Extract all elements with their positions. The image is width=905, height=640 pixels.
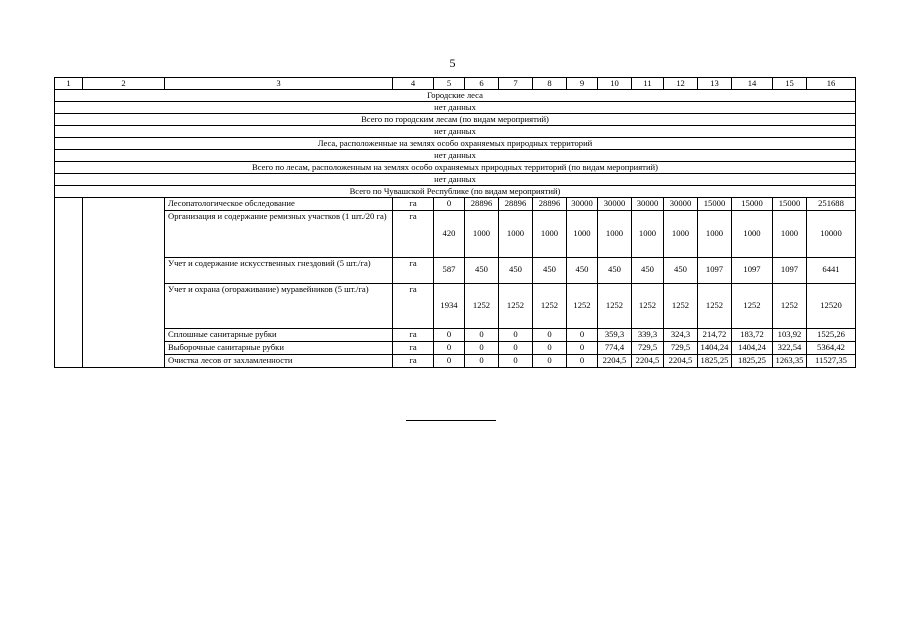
value-cell: 10000 — [807, 210, 856, 257]
header-cell: 11 — [632, 78, 664, 90]
value-cell: 0 — [465, 328, 499, 341]
forest-measures-table — [54, 77, 856, 368]
value-cell: 1000 — [567, 210, 598, 257]
value-cell: 15000 — [732, 198, 773, 211]
value-cell: 28896 — [499, 198, 533, 211]
value-cell: 450 — [598, 257, 632, 283]
value-cell: 214,72 — [698, 328, 732, 341]
unit-cell: га — [393, 354, 434, 367]
measure-name: Учет и содержание искусственных гнездовий (5 шт./га) — [165, 257, 393, 283]
value-cell: 2204,5 — [664, 354, 698, 367]
value-cell: 1525,26 — [807, 328, 856, 341]
value-cell: 420 — [434, 210, 465, 257]
value-cell: 1252 — [465, 283, 499, 328]
table-row — [55, 341, 856, 354]
value-cell: 1252 — [598, 283, 632, 328]
section-row — [55, 162, 856, 174]
value-cell: 11527,35 — [807, 354, 856, 367]
header-cell: 2 — [83, 78, 165, 90]
no-data-note: нет данных — [55, 174, 856, 186]
value-cell: 1252 — [773, 283, 807, 328]
value-cell: 12520 — [807, 283, 856, 328]
value-cell: 450 — [499, 257, 533, 283]
value-cell: 28896 — [533, 198, 567, 211]
value-cell: 1934 — [434, 283, 465, 328]
value-cell: 0 — [533, 341, 567, 354]
section-row — [55, 90, 856, 102]
value-cell: 1000 — [598, 210, 632, 257]
value-cell: 0 — [567, 341, 598, 354]
no-data-note: нет данных — [55, 102, 856, 114]
value-cell: 251688 — [807, 198, 856, 211]
value-cell: 30000 — [598, 198, 632, 211]
value-cell: 0 — [434, 354, 465, 367]
quarter-cell — [83, 198, 165, 368]
value-cell: 2204,5 — [632, 354, 664, 367]
value-cell: 0 — [434, 328, 465, 341]
value-cell: 450 — [664, 257, 698, 283]
header-cell: 9 — [567, 78, 598, 90]
measure-name: Организация и содержание ремизных участков (1 шт./20 га) — [165, 210, 393, 257]
value-cell: 1000 — [499, 210, 533, 257]
measure-name: Очистка лесов от захламленности — [165, 354, 393, 367]
value-cell: 0 — [499, 328, 533, 341]
value-cell: 183,72 — [732, 328, 773, 341]
value-cell: 1000 — [533, 210, 567, 257]
unit-cell: га — [393, 328, 434, 341]
value-cell: 1000 — [465, 210, 499, 257]
footer-line — [406, 420, 496, 421]
value-cell: 0 — [567, 354, 598, 367]
header-cell: 1 — [55, 78, 83, 90]
value-cell: 359,3 — [598, 328, 632, 341]
value-cell: 0 — [434, 198, 465, 211]
data-rows — [55, 198, 856, 368]
table-row — [55, 283, 856, 328]
header-cell: 16 — [807, 78, 856, 90]
value-cell: 1404,24 — [698, 341, 732, 354]
value-cell: 1097 — [698, 257, 732, 283]
value-cell: 1825,25 — [698, 354, 732, 367]
value-cell: 1097 — [773, 257, 807, 283]
header-cell: 15 — [773, 78, 807, 90]
header-cell: 3 — [165, 78, 393, 90]
header-cell: 12 — [664, 78, 698, 90]
section-row — [55, 126, 856, 138]
value-cell: 5364,42 — [807, 341, 856, 354]
section-row — [55, 174, 856, 186]
value-cell: 1404,24 — [732, 341, 773, 354]
value-cell: 1252 — [499, 283, 533, 328]
value-cell: 30000 — [567, 198, 598, 211]
measure-name: Учет и охрана (огораживание) муравейников (5 шт./га) — [165, 283, 393, 328]
header-cell: 10 — [598, 78, 632, 90]
value-cell: 1000 — [664, 210, 698, 257]
value-cell: 1263,35 — [773, 354, 807, 367]
value-cell: 30000 — [632, 198, 664, 211]
value-cell: 450 — [567, 257, 598, 283]
value-cell: 103,92 — [773, 328, 807, 341]
no-data-note: нет данных — [55, 126, 856, 138]
value-cell: 774,4 — [598, 341, 632, 354]
value-cell: 0 — [499, 341, 533, 354]
value-cell: 0 — [533, 354, 567, 367]
header-row — [55, 78, 856, 90]
page-number: 5 — [449, 56, 456, 70]
value-cell: 2204,5 — [598, 354, 632, 367]
value-cell: 1000 — [732, 210, 773, 257]
section-row — [55, 150, 856, 162]
measure-name: Лесопатологическое обследование — [165, 198, 393, 211]
value-cell: 1097 — [732, 257, 773, 283]
section-title: Леса, расположенные на землях особо охраняемых природных территорий — [55, 138, 856, 150]
value-cell: 0 — [465, 354, 499, 367]
value-cell: 729,5 — [664, 341, 698, 354]
table-row — [55, 257, 856, 283]
unit-cell: га — [393, 341, 434, 354]
value-cell: 1000 — [698, 210, 732, 257]
value-cell: 1252 — [698, 283, 732, 328]
header-cell: 4 — [393, 78, 434, 90]
value-cell: 1000 — [632, 210, 664, 257]
value-cell: 1252 — [664, 283, 698, 328]
value-cell: 30000 — [664, 198, 698, 211]
value-cell: 1252 — [567, 283, 598, 328]
value-cell: 0 — [499, 354, 533, 367]
section-title: Городские леса — [55, 90, 856, 102]
header-cell: 14 — [732, 78, 773, 90]
value-cell: 0 — [465, 341, 499, 354]
value-cell: 587 — [434, 257, 465, 283]
value-cell: 324,3 — [664, 328, 698, 341]
no-data-note: нет данных — [55, 150, 856, 162]
header-cell: 5 — [434, 78, 465, 90]
value-cell: 450 — [632, 257, 664, 283]
value-cell: 15000 — [698, 198, 732, 211]
measure-name: Выборочные санитарные рубки — [165, 341, 393, 354]
section-row — [55, 186, 856, 198]
value-cell: 322,54 — [773, 341, 807, 354]
value-cell: 1000 — [773, 210, 807, 257]
header-cell: 6 — [465, 78, 499, 90]
value-cell: 15000 — [773, 198, 807, 211]
section-row — [55, 102, 856, 114]
value-cell: 1825,25 — [732, 354, 773, 367]
value-cell: 450 — [533, 257, 567, 283]
value-cell: 729,5 — [632, 341, 664, 354]
value-cell: 1252 — [533, 283, 567, 328]
table-row — [55, 354, 856, 367]
table-row — [55, 210, 856, 257]
header-cell: 7 — [499, 78, 533, 90]
unit-cell: га — [393, 257, 434, 283]
header-cell: 8 — [533, 78, 567, 90]
unit-cell: га — [393, 210, 434, 257]
section-row — [55, 114, 856, 126]
section-row — [55, 138, 856, 150]
value-cell: 0 — [533, 328, 567, 341]
value-cell: 1252 — [732, 283, 773, 328]
section-title: Всего по лесам, расположенным на землях особо охраняемых природных территорий (по видам мероприятий) — [55, 162, 856, 174]
section-title: Всего по Чувашской Республике (по видам мероприятий) — [55, 186, 856, 198]
value-cell: 28896 — [465, 198, 499, 211]
table-row — [55, 198, 856, 211]
header-cell: 13 — [698, 78, 732, 90]
section-title: Всего по городским лесам (по видам мероприятий) — [55, 114, 856, 126]
table-row — [55, 328, 856, 341]
value-cell: 0 — [567, 328, 598, 341]
unit-cell: га — [393, 198, 434, 211]
value-cell: 1252 — [632, 283, 664, 328]
value-cell: 6441 — [807, 257, 856, 283]
row-number-cell — [55, 198, 83, 368]
value-cell: 339,3 — [632, 328, 664, 341]
value-cell: 0 — [434, 341, 465, 354]
measure-name: Сплошные санитарные рубки — [165, 328, 393, 341]
unit-cell: га — [393, 283, 434, 328]
value-cell: 450 — [465, 257, 499, 283]
